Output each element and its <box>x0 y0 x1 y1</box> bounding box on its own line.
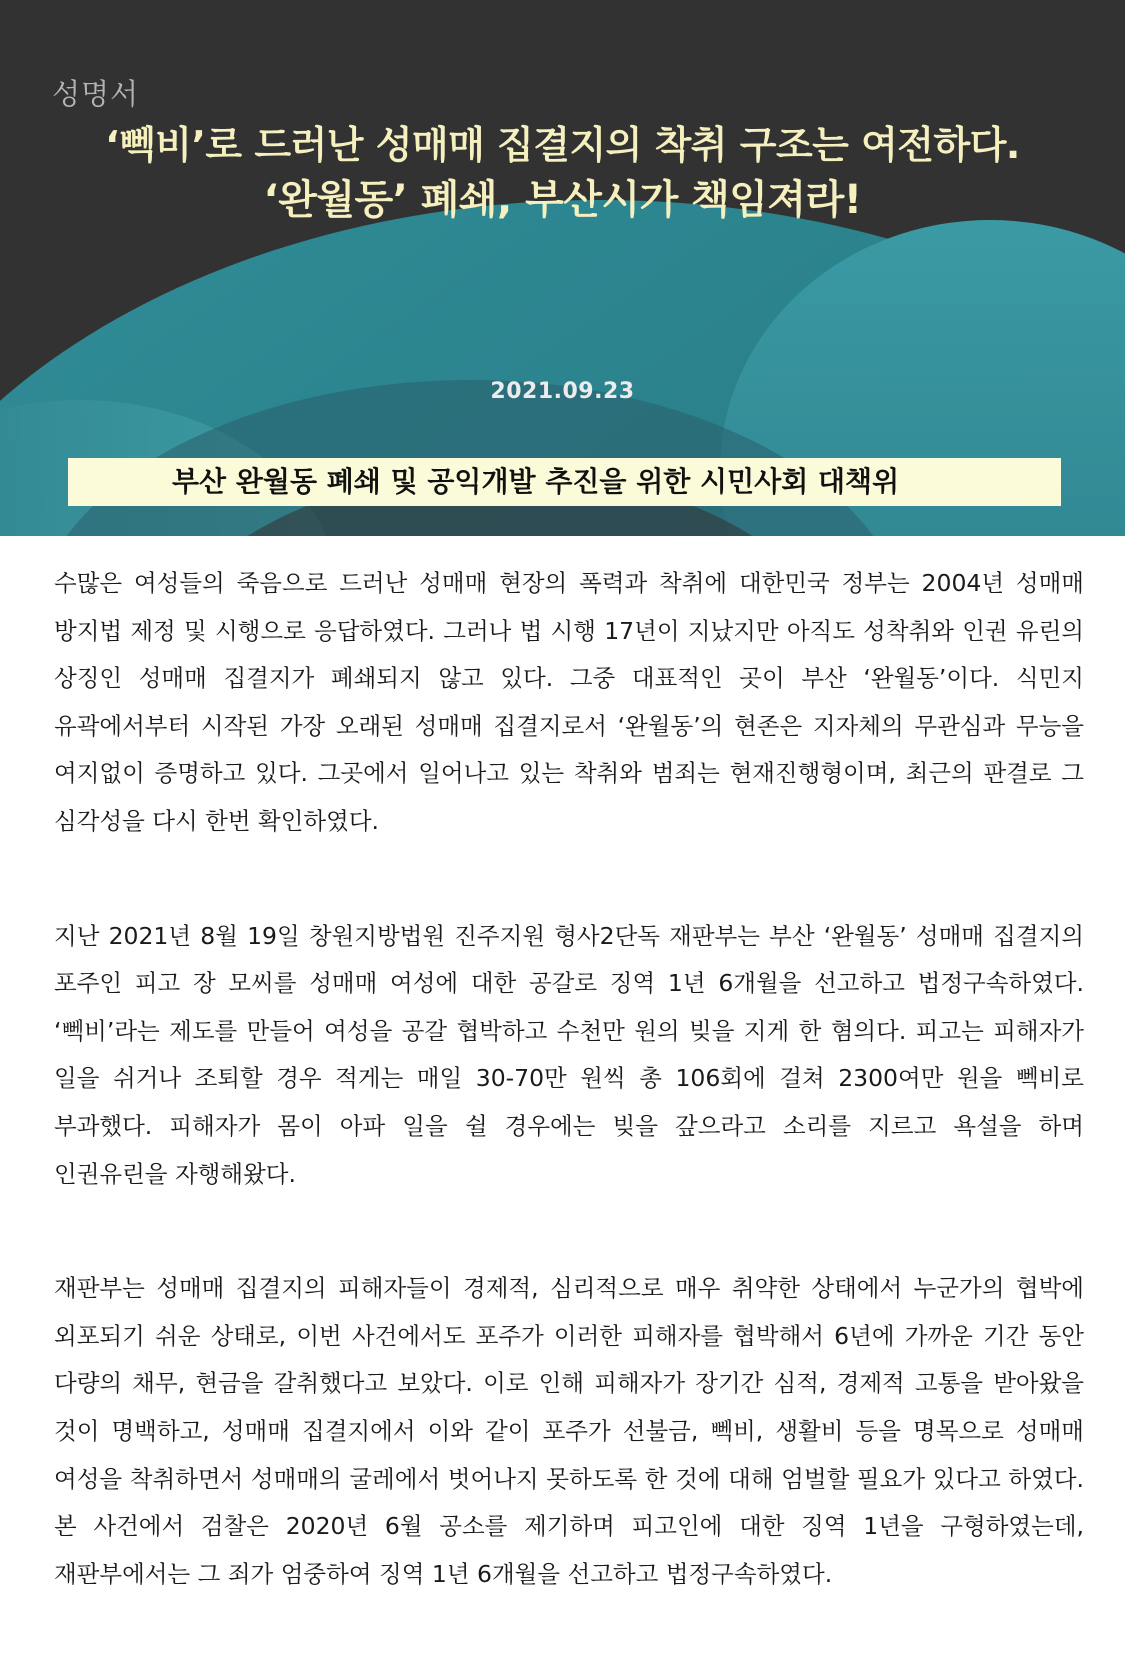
document-type-label: 성명서 <box>52 77 140 111</box>
organization-name: 부산 완월동 폐쇄 및 공익개발 추진을 위한 시민사회 대책위 <box>172 465 900 498</box>
statement-body <box>54 560 1084 1665</box>
statement-date: 2021.09.23 <box>490 379 635 404</box>
headline-line-2: ‘완월동’ 폐쇄, 부산시가 책임져라! <box>263 177 862 223</box>
banner-background-shapes <box>0 0 1125 536</box>
body-paragraph-1: 수많은 여성들의 죽음으로 드러난 성매매 현장의 폭력과 착취에 대한민국 정부는 2004년 성매매 방지법 제정 및 시행으로 응답하였다. 그러나 법 시행 17년이 지났지만 아직도 성착취와 인권 유린의 상징인 성매매 집결지가 폐쇄되지 않고 있다. 그중 대표적인 곳이 부산 ‘완월동’이다. 식민지 유곽에서부터 시작된 가장 오래된 성매매 집결지로서 ‘완월동’의 현존은 지자체의 무관심과 무능을 여지없이 증명하고 있다. 그곳에서 일어나고 있는 착취와 범죄는 현재진행형이며, 최근의 판결로 그 심각성을 다시 한번 확인하였다. <box>54 569 1084 835</box>
header-banner <box>0 0 1125 536</box>
headline-line-1: ‘뻭비’로 드러난 성매매 집결지의 착취 구조는 여전하다. <box>105 123 1020 167</box>
body-paragraph-3: 재판부는 성매매 집결지의 피해자들이 경제적, 심리적으로 매우 취약한 상태에서 누군가의 협박에 외포되기 쉬운 상태로, 이번 사건에서도 포주가 이러한 피해자를 협박해서 6년에 가까운 기간 동안 다량의 채무, 현금을 갈취했다고 보았다. 이로 인해 피해자가 장기간 심적, 경제적 고통을 받아왔을 것이 명백하고, 성매매 집결지에서 이와 같이 포주가 선불금, 뻭비, 생활비 등을 명목으로 성매매 여성을 착취하면서 성매매의 굴레에서 벗어나지 못하도록 한 것에 대해 엄벌할 필요가 있다고 하였다. 본 사건에서 검찰은 2020년 6월 공소를 제기하며 피고인에 대한 징역 1년을 구형하였는데, 재판부에서는 그 죄가 엄중하여 징역 1년 6개월을 선고하고 법정구속하였다. <box>54 1274 1084 1588</box>
body-paragraph-2: 지난 2021년 8월 19일 창원지방법원 진주지원 형사2단독 재판부는 부산 ‘완월동’ 성매매 집결지의 포주인 피고 장 모씨를 성매매 여성에 대한 공갈로 징역 1년 6개월을 선고하고 법정구속하였다. ‘뻭비’라는 제도를 만들어 여성을 공갈 협박하고 수천만 원의 빚을 지게 한 혐의다. 피고는 피해자가 일을 쉬거나 조퇴할 경우 적게는 매일 30-70만 원씩 총 106회에 걸쳐 2300여만 원을 뻭비로 부과했다. 피해자가 몸이 아파 일을 쉴 경우에는 빚을 갚으라고 소리를 지르고 욕설을 하며 인권유린을 자행해왔다. <box>54 921 1084 1188</box>
organization-name-box <box>68 458 1061 506</box>
